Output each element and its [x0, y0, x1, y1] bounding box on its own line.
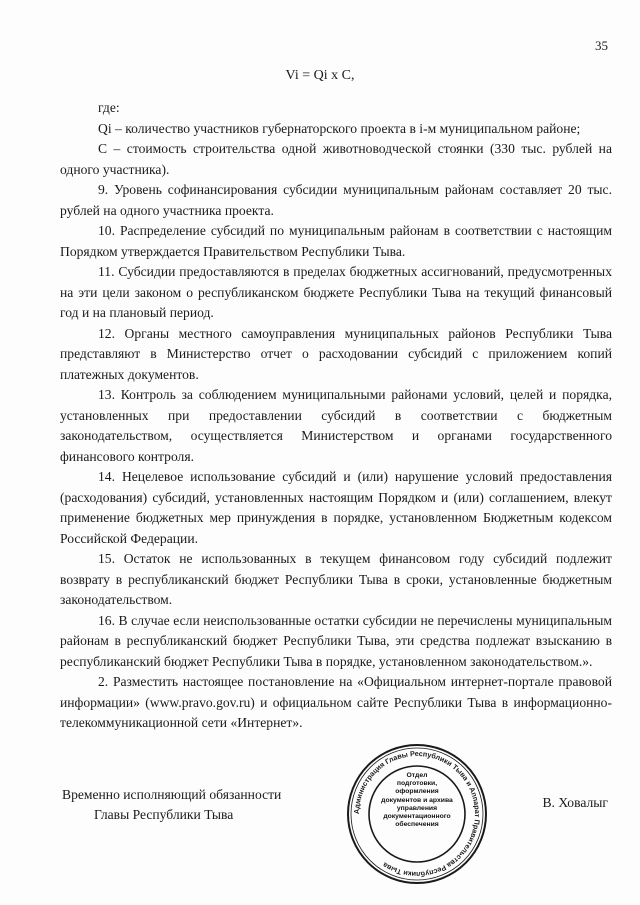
document-body: [60, 98, 612, 734]
official-stamp: [345, 742, 489, 886]
paragraph-2-publication: 2. Разместить настоящее постановление на «Официальном интернет-портале правовой информации» (www.pravo.gov.ru) и официальном сайте Республики Тыва в информационно-телекоммуникационной сети «Интернет».: [60, 674, 612, 730]
signatory-position-line1: Временно исполняющий обязанности: [62, 787, 282, 802]
stamp-line: подготовки,: [396, 780, 438, 788]
paragraph-12: 12. Органы местного самоуправления муниципальных районов Республики Тыва представляют в Министерство отчет о расходовании субсидий с приложением копий платежных документов.: [60, 325, 612, 382]
signatory-position: [62, 785, 281, 825]
stamp-line: обеспечения: [395, 821, 439, 829]
signatory-position-line2: Главы Республики Тыва: [94, 807, 234, 822]
paragraph-16: 16. В случае если неиспользованные остатки субсидии не перечислены муниципальным районам в республиканский бюджет Республики Тыва, эти средства подлежат взысканию в республиканский бюджет Республики Тыва в порядке, установленном законодательством.».: [60, 612, 612, 669]
paragraph-15: 15. Остаток не использованных в текущем финансовом году субсидий подлежит возврату в республиканский бюджет Республики Тыва в сроки, установленные бюджетным законодательством.: [60, 551, 612, 607]
paragraph-11: 11. Субсидии предоставляются в пределах бюджетных ассигнований, предусмотренных на эти цели законом о республиканском бюджете Республики Тыва на текущий финансовый год и на плановый период.: [60, 264, 612, 320]
stamp-line: управления: [396, 804, 438, 812]
signatory-name: В. Ховалыг: [542, 795, 608, 810]
paragraph-c-definition: С – стоимость строительства одной животноводческой стоянки (330 тыс. рублей на одного участника).: [60, 141, 612, 177]
stamp-line: оформления: [395, 788, 439, 796]
paragraph-13: 13. Контроль за соблюдением муниципальными районами условий, целей и порядка, установленных при предоставлении субсидий в соответствии с бюджетным законодательством, осуществляется Министерством и органами государственного финансового контроля.: [60, 387, 612, 464]
stamp-line: Отдел: [406, 772, 428, 779]
paragraph-qi-definition: Qi – количество участников губернаторского проекта в i-м муниципальном районе;: [98, 120, 581, 136]
paragraph-where: где:: [98, 100, 120, 115]
paragraph-9: 9. Уровень софинансирования субсидии муниципальным районам составляет 20 тыс. рублей на одного участника проекта.: [60, 182, 612, 218]
page-number: 35: [595, 38, 608, 53]
formula: Vi = Qi x C,: [285, 68, 355, 83]
paragraph-10: 10. Распределение субсидий по муниципальным районам в соответствии с настоящим Порядком утверждается Правительством Республики Тыва.: [60, 223, 612, 259]
stamp-inner-text: [375, 772, 459, 829]
stamp-ring-text: Администрация Главы Республики Тыва и Аппарат Правительства Республики Тыва: [351, 748, 483, 880]
stamp-line: документационного: [383, 813, 451, 821]
paragraph-14: 14. Нецелевое использование субсидий и (или) нарушение условий предоставления (расходования) субсидий, установленных настоящим Порядком и (или) соглашением, влекут применение бюджетных мер принуждения в порядке, установленном Бюджетным кодексом Российской Федерации.: [60, 469, 612, 546]
stamp-line: документов и архива: [381, 796, 453, 804]
